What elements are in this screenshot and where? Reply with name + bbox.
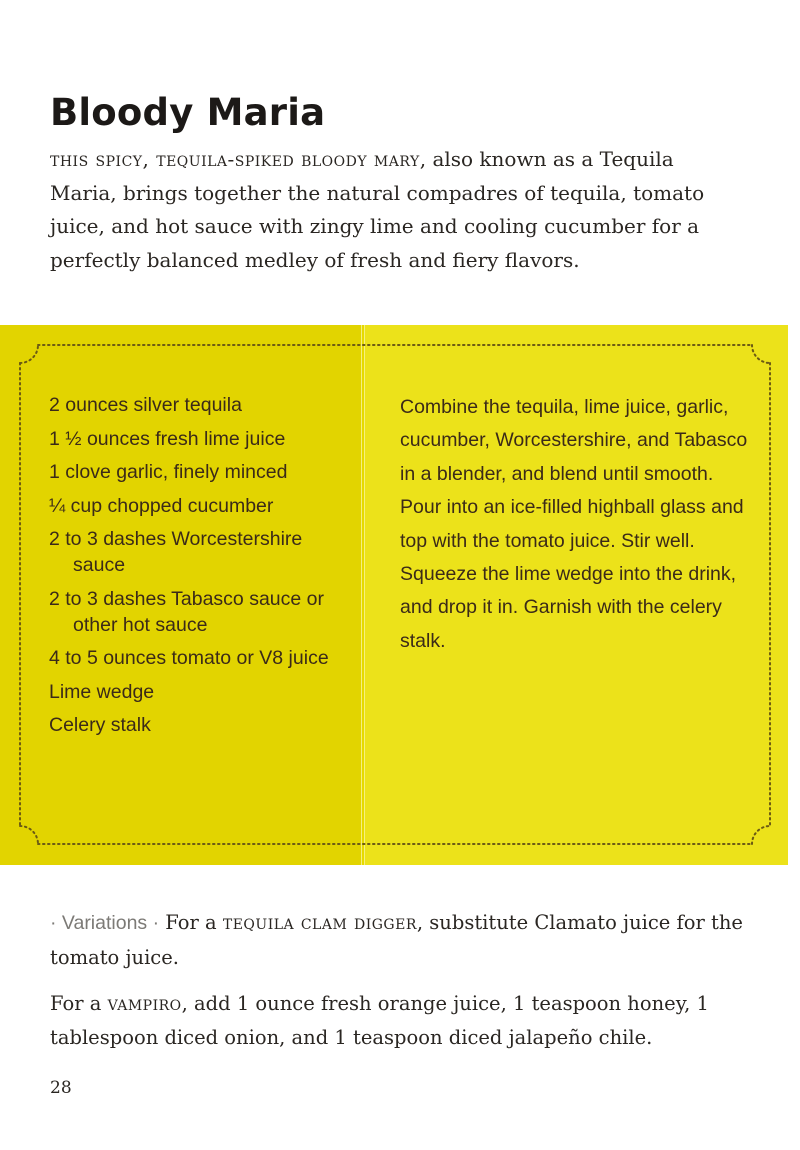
ingredient-item: 2 ounces silver tequila [49, 394, 242, 416]
variation-clam-digger [50, 906, 750, 974]
ingredient-item: ¼ cup chopped cucumber [49, 494, 274, 517]
ingredient-item: 4 to 5 ounces tomato or V8 juice [49, 647, 329, 669]
panel-divider [359, 325, 367, 865]
variation-prefix: For a [50, 992, 102, 1015]
recipe-intro [50, 143, 740, 277]
variation-vampiro [50, 987, 750, 1054]
variation-name: vampiro [107, 992, 182, 1015]
variation-prefix: For a [165, 911, 217, 934]
ingredient-item: Celery stalk [49, 714, 151, 736]
ingredient-item: 1 clove garlic, finely minced [49, 461, 288, 483]
ingredient-item: 2 to 3 dashes Tabasco sauce or other hot sauce [49, 587, 324, 636]
intro-lead: this spicy, tequila-spiked bloody mary [50, 147, 420, 171]
recipe-title: Bloody Maria [50, 91, 326, 134]
intro-text: , also known as a Tequila Maria, brings together the natural compadres of tequila, tomato juice, and hot sauce with zingy lime and cooling cucumber for a perfectly balanced medley of fresh and fiery flavors. [50, 147, 705, 272]
variation-text: , add 1 ounce fresh orange juice, 1 teaspoon honey, 1 tablespoon diced onion, and 1 teaspoon diced jalapeño chile. [50, 992, 709, 1049]
ingredient-item: Lime wedge [49, 680, 155, 703]
ingredients-list [49, 392, 354, 746]
ingredient-item: 1 ½ ounces fresh lime juice [49, 427, 286, 450]
variation-name: tequila clam digger [222, 911, 417, 934]
method-text: Combine the tequila, lime juice, garlic, cucumber, Worcestershire, and Tabasco in a blender, and blend until smooth. Pour into an ice-filled highball glass and top with the tomato juice. Stir well. Squeeze the lime wedge into the drink, and drop it in. Garnish with the celery stalk. [400, 396, 748, 652]
page-number: 28 [50, 1078, 72, 1098]
variation-text: , substitute Clamato juice for the tomato juice. [50, 911, 743, 969]
ingredient-item: 2 to 3 dashes Worcestershire sauce [49, 528, 303, 576]
variations-label: · Variations · [50, 912, 160, 934]
